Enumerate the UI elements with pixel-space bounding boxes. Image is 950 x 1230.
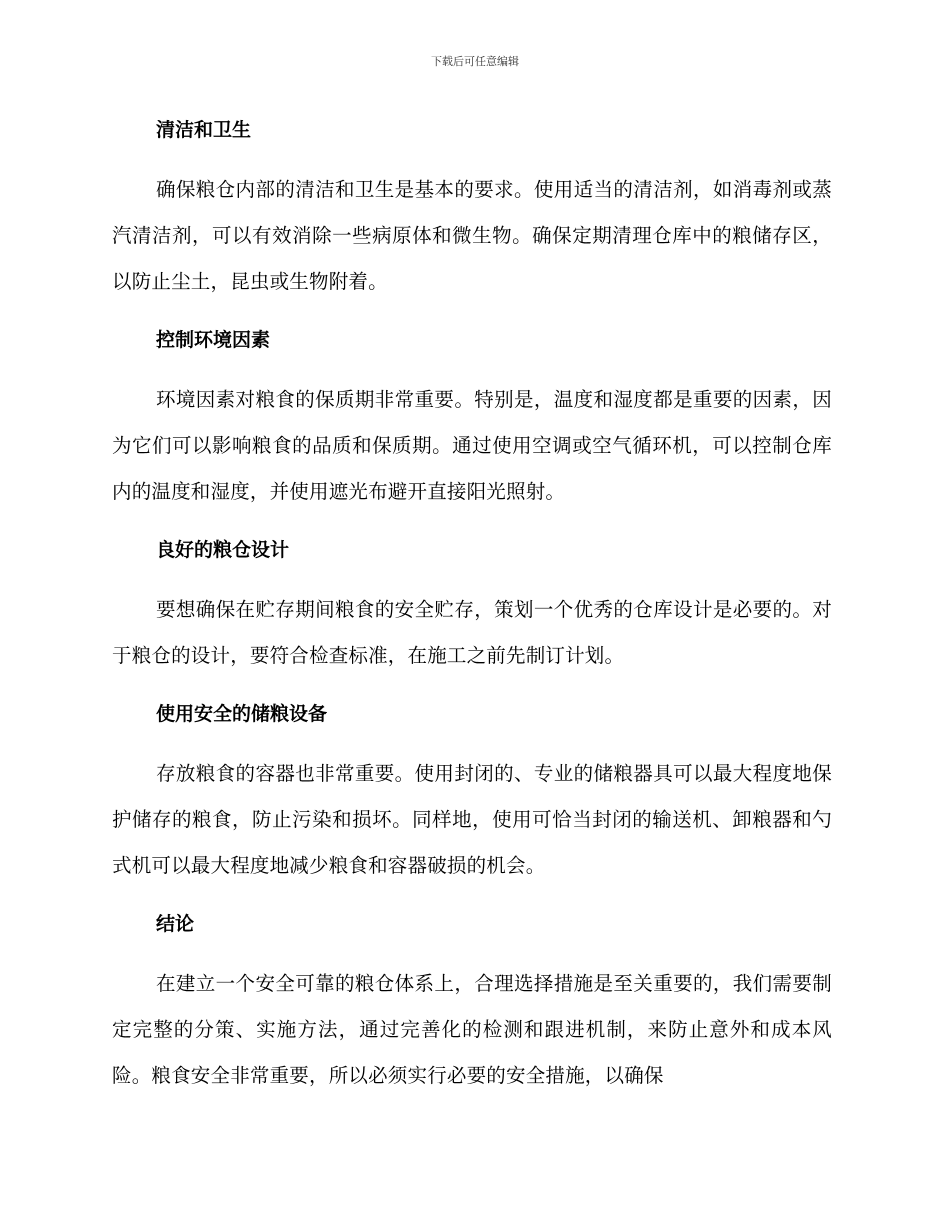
section-conclusion [112, 902, 832, 1099]
section-heading: 结论 [156, 913, 195, 935]
document-body [112, 108, 832, 1112]
section-equipment [112, 692, 832, 889]
page-header-note: 下载后可任意编辑 [431, 55, 519, 68]
section-design [112, 528, 832, 679]
section-paragraph: 确保粮仓内部的清洁和卫生是基本的要求。使用适当的清洁剂，如消毒剂或蒸汽清洁剂，可以有效消除一些病原体和微生物。确保定期清理仓库中的粮储存区，以防止尘土，昆虫或生物附着。 [112, 178, 832, 293]
section-paragraph: 在建立一个安全可靠的粮仓体系上，合理选择措施是至关重要的，我们需要制定完整的分策、实施方法，通过完善化的检测和跟进机制，来防止意外和成本风险。粮食安全非常重要，所以必须实行必要的安全措施，以确保 [112, 972, 832, 1087]
section-environment [112, 318, 832, 515]
section-cleaning [112, 108, 832, 305]
section-heading: 良好的粮仓设计 [156, 539, 290, 561]
section-paragraph: 存放粮食的容器也非常重要。使用封闭的、专业的储粮器具可以最大程度地保护储存的粮食，防止污染和损坏。同样地，使用可恰当封闭的输送机、卸粮器和勺式机可以最大程度地减少粮食和容器破损的机会。 [112, 762, 832, 877]
section-paragraph: 环境因素对粮食的保质期非常重要。特别是，温度和湿度都是重要的因素，因为它们可以影响粮食的品质和保质期。通过使用空调或空气循环机，可以控制仓库内的温度和湿度，并使用遮光布避开直接阳光照射。 [112, 388, 832, 503]
section-heading: 使用安全的储粮设备 [156, 703, 328, 725]
section-paragraph: 要想确保在贮存期间粮食的安全贮存，策划一个优秀的仓库设计是必要的。对于粮仓的设计，要符合检查标准，在施工之前先制订计划。 [112, 598, 832, 667]
section-heading: 控制环境因素 [156, 329, 271, 351]
section-heading: 清洁和卫生 [156, 119, 252, 141]
